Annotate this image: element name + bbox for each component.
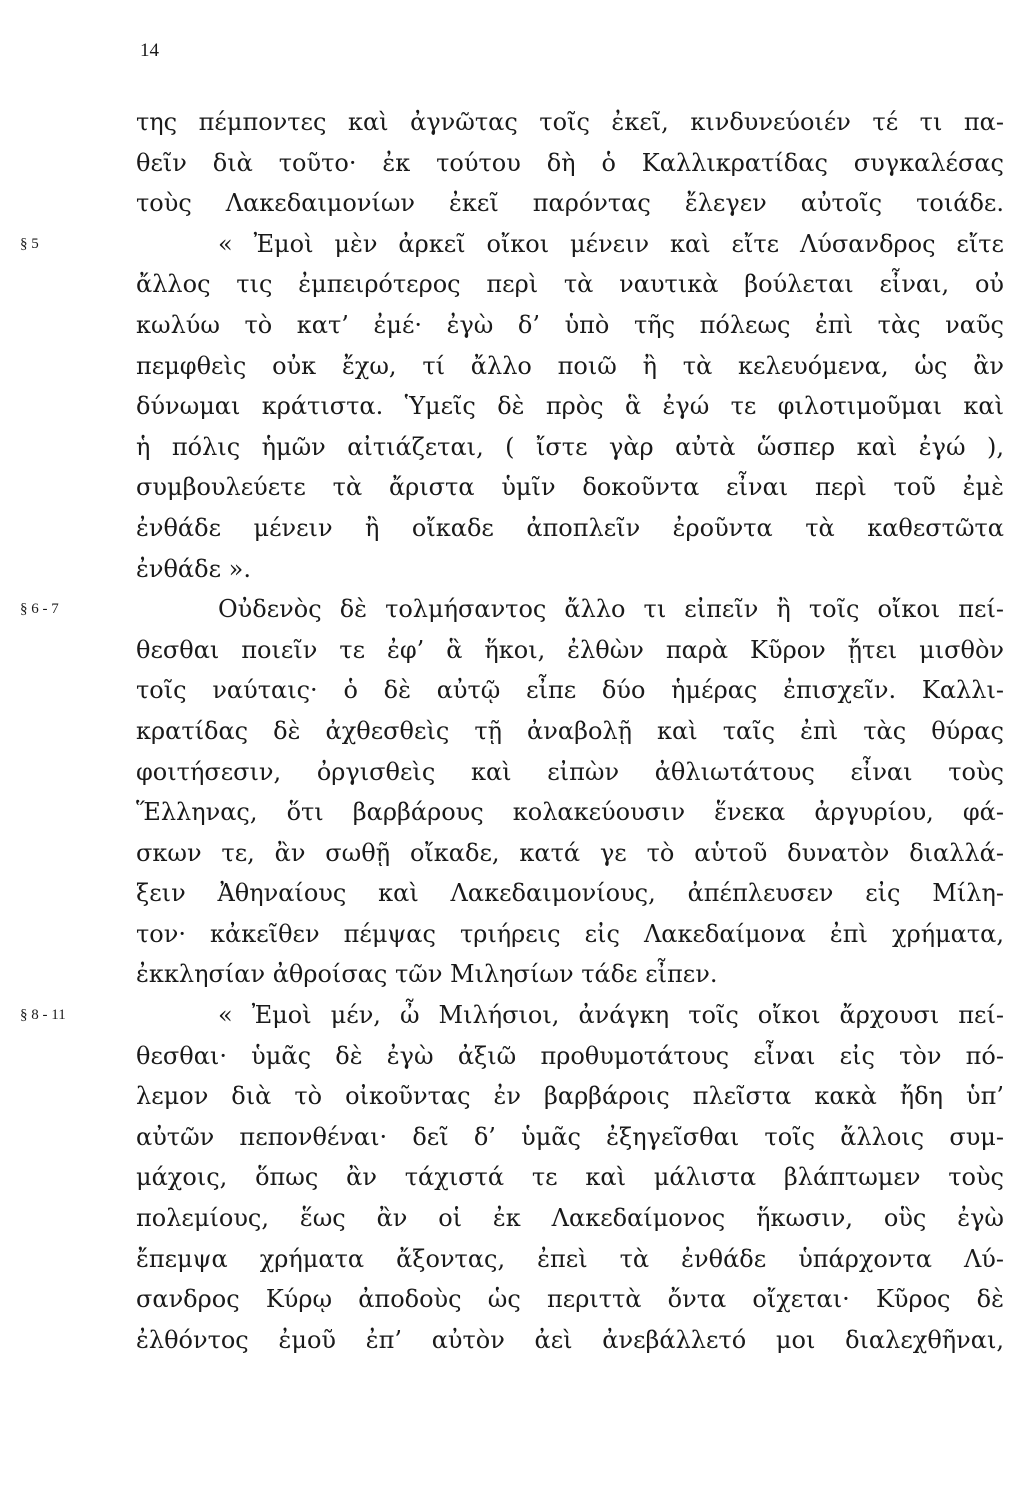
line-text: ἄλλος τις ἐμπειρότερος περὶ τὰ ναυτικὰ βούλεται εἶναι, οὐ <box>136 270 1004 299</box>
line-text: φοιτήσεσιν, ὀργισθεὶς καὶ εἰπὼν ἀθλιωτάτους εἶναι τοὺς <box>136 757 1004 786</box>
line-text: ἡ πόλις ἡμῶν αἰτιάζεται, ( ἴστε γὰρ αὐτὰ ὥσπερ καὶ ἐγώ ), <box>136 432 1004 461</box>
line-text: πολεμίους, ἕως ἂν οἱ ἐκ Λακεδαίμονος ἥκωσιν, οὓς ἐγὼ <box>136 1204 1004 1233</box>
text-line <box>136 914 1004 955</box>
text-line <box>136 1036 1004 1077</box>
text-line <box>136 1157 1004 1198</box>
text-line <box>136 670 1004 711</box>
line-text: κρατίδας δὲ ἀχθεσθεὶς τῇ ἀναβολῇ καὶ ταῖς ἐπὶ τὰς θύρας <box>136 716 1004 745</box>
text-line <box>136 427 1004 468</box>
line-text: ξειν Ἀθηναίους καὶ Λακεδαιμονίους, ἀπέπλευσεν εἰς Μίλη- <box>136 879 1004 908</box>
line-text: ἐλθόντος ἐμοῦ ἐπ’ αὐτὸν ἀεὶ ἀνεβάλλετό μοι διαλεχθῆναι, <box>136 1325 1004 1354</box>
line-text: ἐκκλησίαν ἀθροίσας τῶν Μιλησίων τάδε εἶπεν. <box>136 960 718 989</box>
text-line <box>136 1198 1004 1239</box>
text-line <box>136 549 1004 590</box>
text-line <box>136 792 1004 833</box>
text-line <box>136 305 1004 346</box>
text-line <box>136 1117 1004 1158</box>
text-line <box>136 1076 1004 1117</box>
line-text: θεσθαι· ὑμᾶς δὲ ἐγὼ ἀξιῶ προθυμοτάτους εἶναι εἰς τὸν πό- <box>136 1041 1004 1070</box>
page-number: 14 <box>140 40 159 61</box>
text-line <box>136 1320 1004 1361</box>
line-text: θεῖν διὰ τοῦτο· ἐκ τούτου δὴ ὁ Καλλικρατίδας συγκαλέσας <box>136 148 1004 177</box>
line-text: της πέμποντες καὶ ἀγνῶτας τοῖς ἐκεῖ, κινδυνεύοιέν τέ τι πα- <box>136 108 1004 136</box>
greek-text-block <box>20 102 1004 1360</box>
text-line <box>136 508 1004 549</box>
text-line <box>136 1239 1004 1280</box>
section-reference: § 6 - 7 <box>20 601 59 618</box>
text-line <box>136 752 1004 793</box>
line-text: δύνωμαι κράτιστα. Ὑμεῖς δὲ πρὸς ἃ ἐγώ τε φιλοτιμοῦμαι καὶ <box>136 392 1004 421</box>
text-line <box>136 183 1004 224</box>
line-text: αὐτῶν πεπονθέναι· δεῖ δ’ ὑμᾶς ἐξηγεῖσθαι τοῖς ἄλλοις συμ- <box>136 1122 1004 1151</box>
text-line <box>136 346 1004 387</box>
line-text: λεμον διὰ τὸ οἰκοῦντας ἐν βαρβάροις πλεῖστα κακὰ ἤδη ὑπ’ <box>136 1082 1004 1111</box>
text-line <box>136 467 1004 508</box>
text-line <box>136 833 1004 874</box>
line-text: ἐνθάδε μένειν ἢ οἴκαδε ἀποπλεῖν ἐροῦντα τὰ καθεστῶτα <box>136 513 1004 542</box>
text-line <box>136 711 1004 752</box>
text-line <box>136 1279 1004 1320</box>
line-text: σανδρος Κύρῳ ἀποδοὺς ὡς περιττὰ ὄντα οἴχεται· Κῦρος δὲ <box>136 1285 1004 1314</box>
line-text: κωλύω τὸ κατ’ ἐμέ· ἐγὼ δ’ ὑπὸ τῆς πόλεως ἐπὶ τὰς ναῦς <box>136 310 1004 339</box>
line-text: ἐνθάδε ». <box>136 554 251 583</box>
text-line <box>20 589 1004 630</box>
line-text: Ἕλληνας, ὅτι βαρβάρους κολακεύουσιν ἕνεκα ἀργυρίου, φά- <box>136 798 1004 827</box>
text-line <box>136 873 1004 914</box>
line-text: « Ἐμοὶ μέν, ὦ Μιλήσιοι, ἀνάγκη τοῖς οἴκοι ἄρχουσι πεί- <box>218 1001 1004 1030</box>
text-line <box>20 224 1004 265</box>
line-text: τον· κἀκεῖθεν πέμψας τριήρεις εἰς Λακεδαίμονα ἐπὶ χρήματα, <box>136 919 1004 948</box>
line-text: συμβουλεύετε τὰ ἄριστα ὑμῖν δοκοῦντα εἶναι περὶ τοῦ ἐμὲ <box>136 473 1004 502</box>
text-line <box>20 995 1004 1036</box>
line-text: πεμφθεὶς οὐκ ἔχω, τί ἄλλο ποιῶ ἢ τὰ κελευόμενα, ὡς ἂν <box>136 351 1004 380</box>
section-reference: § 8 - 11 <box>20 1007 66 1024</box>
section-reference: § 5 <box>20 235 39 252</box>
line-text: τοῖς ναύταις· ὁ δὲ αὐτῷ εἶπε δύο ἡμέρας ἐπισχεῖν. Καλλι- <box>136 676 1004 705</box>
line-text: « Ἐμοὶ μὲν ἀρκεῖ οἴκοι μένειν καὶ εἴτε Λύσανδρος εἴτε <box>218 229 1004 258</box>
text-line <box>136 954 1004 995</box>
line-text: θεσθαι ποιεῖν τε ἐφ’ ἃ ἥκοι, ἐλθὼν παρὰ Κῦρον ᾔτει μισθὸν <box>136 635 1004 664</box>
text-line <box>136 264 1004 305</box>
line-text: τοὺς Λακεδαιμονίων ἐκεῖ παρόντας ἔλεγεν αὐτοῖς τοιάδε. <box>136 189 1004 218</box>
line-text: σκων τε, ἂν σωθῇ οἴκαδε, κατά γε τὸ αὑτοῦ δυνατὸν διαλλά- <box>136 838 1004 867</box>
text-line <box>136 386 1004 427</box>
line-text: Οὐδενὸς δὲ τολμήσαντος ἄλλο τι εἰπεῖν ἢ τοῖς οἴκοι πεί- <box>218 595 1004 624</box>
text-line <box>136 630 1004 671</box>
line-text: μάχοις, ὅπως ἂν τάχιστά τε καὶ μάλιστα βλάπτωμεν τοὺς <box>136 1163 1004 1192</box>
text-line <box>136 102 1004 143</box>
line-text: ἔπεμψα χρήματα ἄξοντας, ἐπεὶ τὰ ἐνθάδε ὑπάρχοντα Λύ- <box>136 1244 1004 1273</box>
text-line <box>136 143 1004 184</box>
